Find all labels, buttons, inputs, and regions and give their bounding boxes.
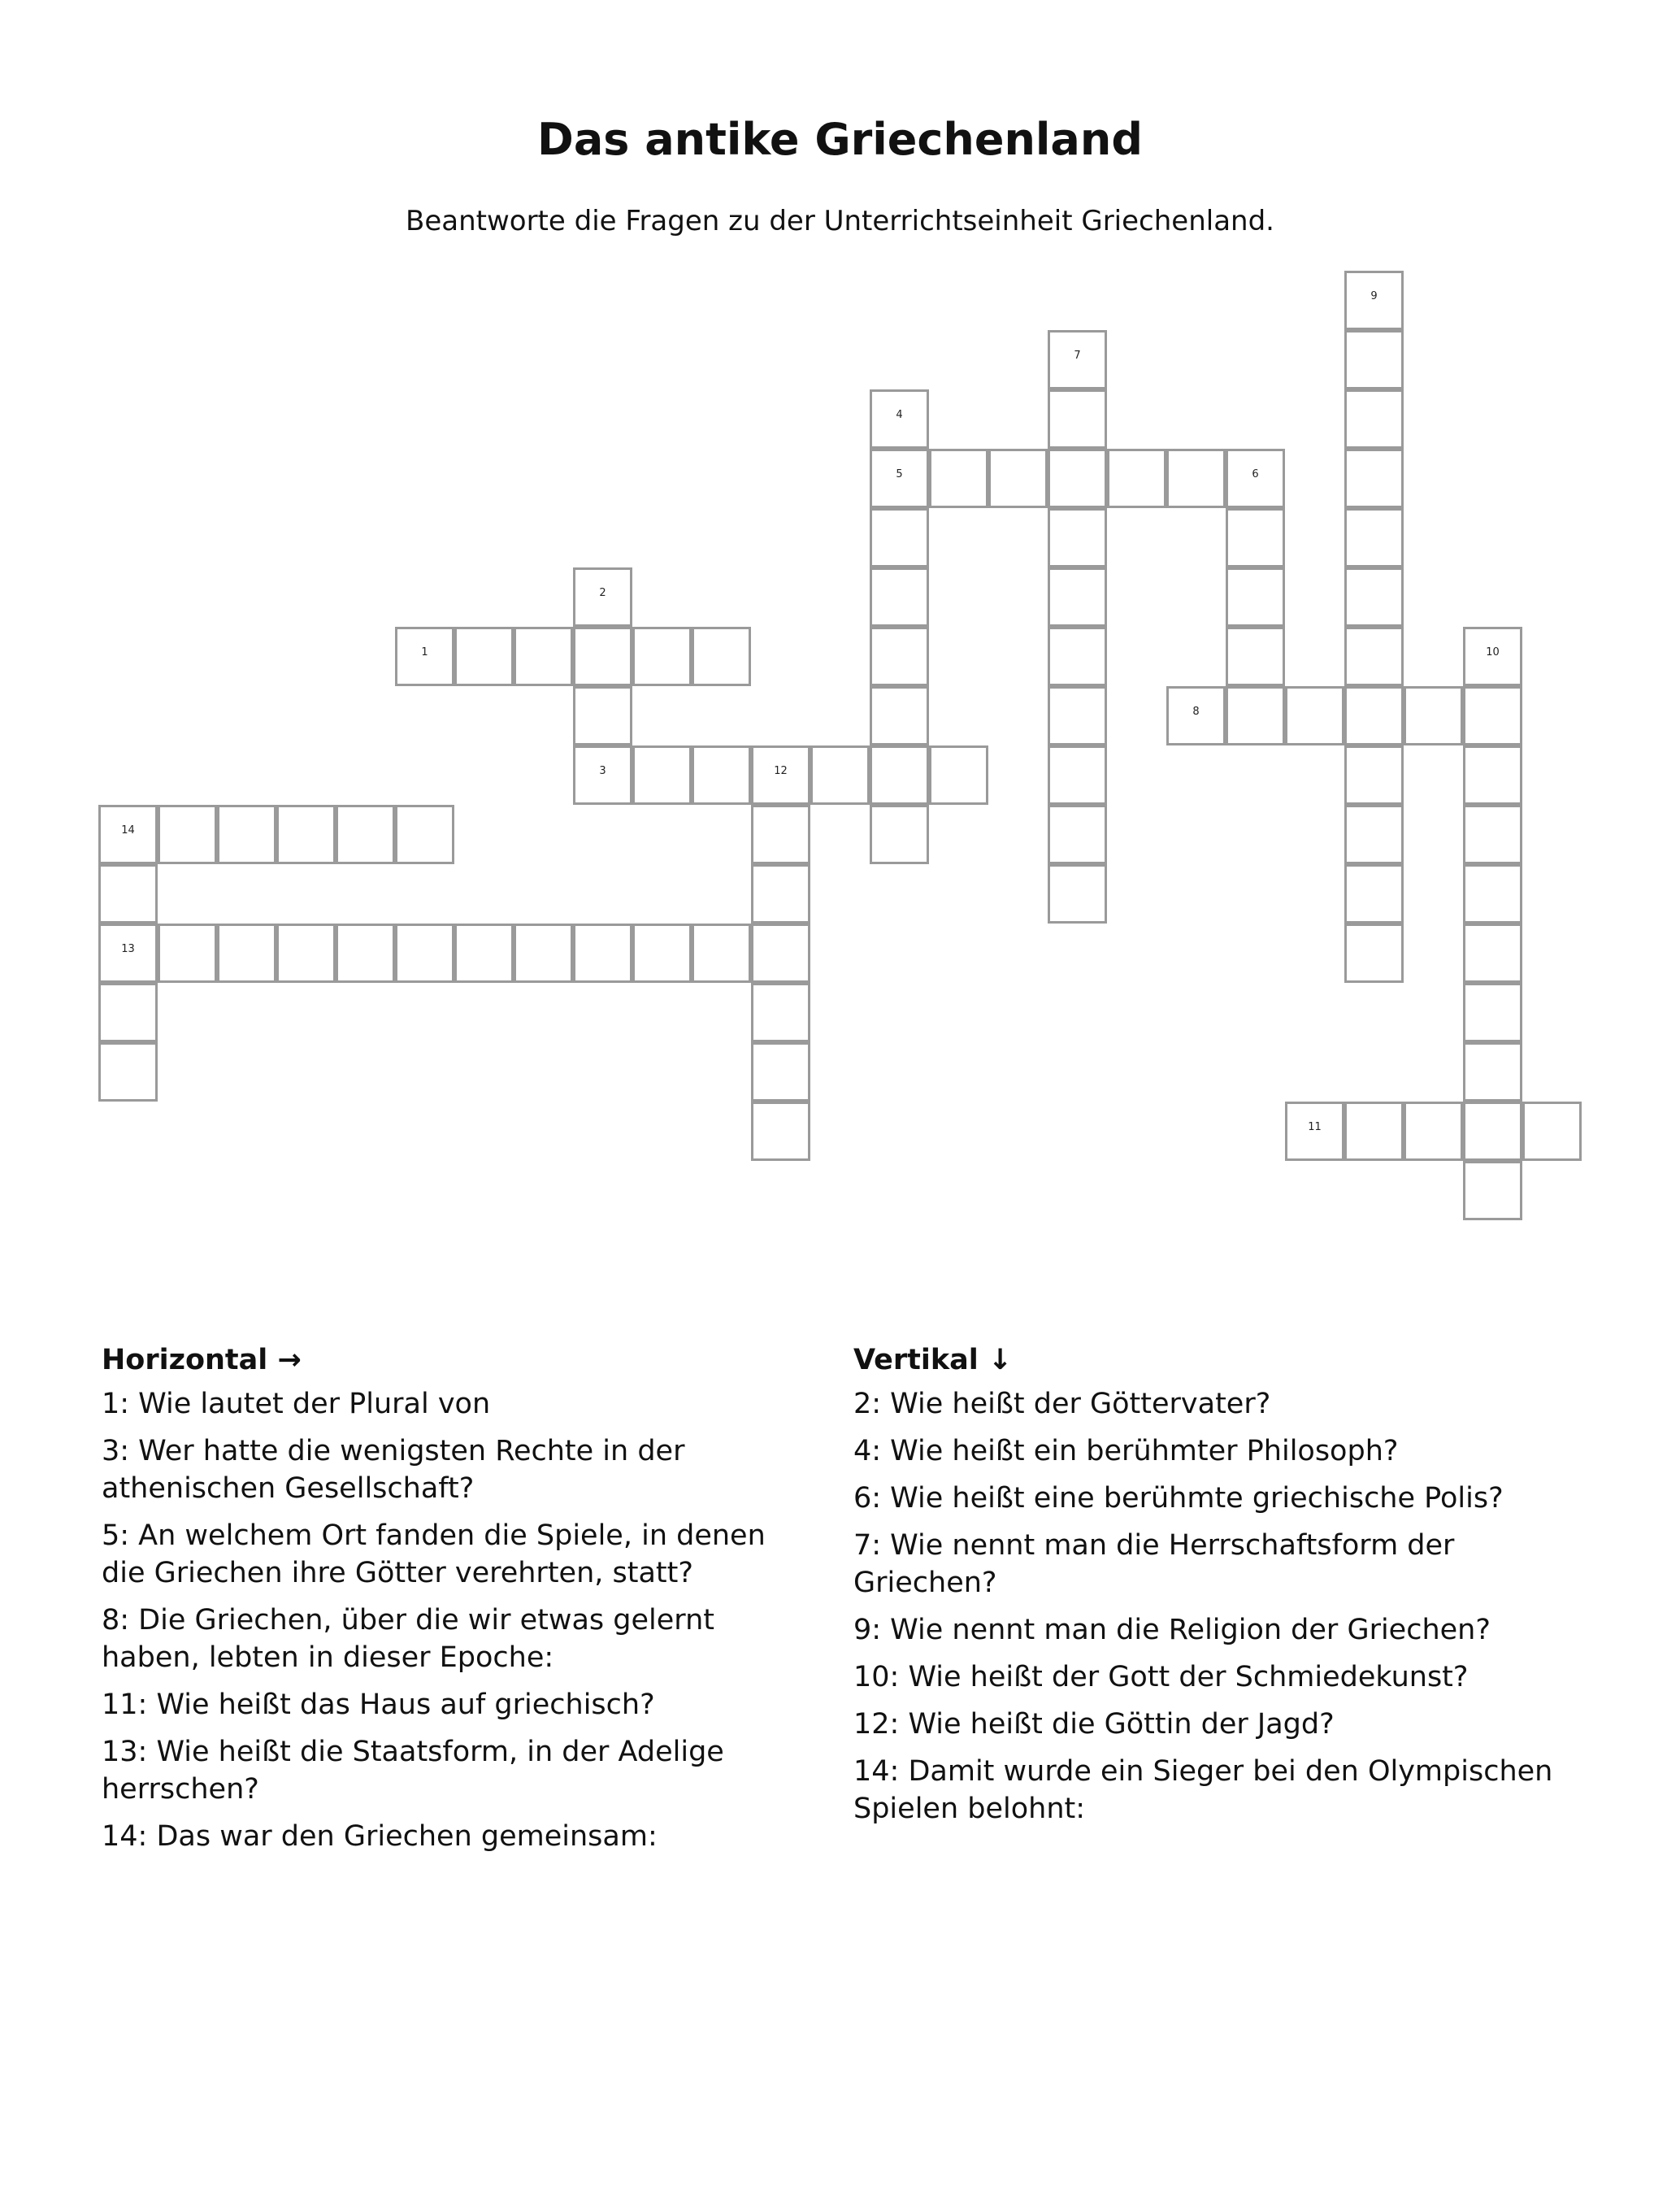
crossword-cell[interactable]: [1048, 627, 1107, 686]
clue-number: 14: [121, 824, 135, 837]
crossword-cell[interactable]: [1048, 864, 1107, 924]
crossword-cell[interactable]: [692, 924, 751, 983]
clue-number: 8: [1192, 706, 1200, 718]
crossword-cell[interactable]: [1226, 567, 1285, 627]
crossword-cell[interactable]: [929, 745, 988, 805]
crossword-cell[interactable]: [1344, 508, 1404, 567]
crossword-cell[interactable]: [692, 745, 751, 805]
crossword-cell[interactable]: [751, 1042, 810, 1102]
crossword-cell[interactable]: [1344, 805, 1404, 864]
crossword-cell[interactable]: [1048, 805, 1107, 864]
crossword-cell[interactable]: [1226, 449, 1285, 508]
crossword-cell[interactable]: [158, 924, 217, 983]
crossword-cell[interactable]: [1344, 627, 1404, 686]
crossword-cell[interactable]: [1344, 745, 1404, 805]
crossword-cell[interactable]: [1463, 805, 1522, 864]
crossword-cell[interactable]: [870, 389, 929, 449]
crossword-cell[interactable]: [1344, 567, 1404, 627]
crossword-cell[interactable]: [1344, 449, 1404, 508]
crossword-cell[interactable]: [573, 627, 632, 686]
down-clue-14: 14: Damit wurde ein Sieger bei den Olympischen Spielen belohnt:: [853, 1755, 1553, 1825]
crossword-cell[interactable]: [1107, 449, 1166, 508]
instructions: Beantworte die Fragen zu der Unterrichtseinheit Griechenland.: [406, 205, 1274, 237]
crossword-cell[interactable]: [632, 924, 692, 983]
down-clue-10: 10: Wie heißt der Gott der Schmiedekunst?: [853, 1661, 1469, 1693]
crossword-cell[interactable]: [1226, 686, 1285, 745]
crossword-cell[interactable]: [810, 745, 870, 805]
crossword-cell[interactable]: [1463, 745, 1522, 805]
crossword-cell[interactable]: [870, 627, 929, 686]
across-clue-14: 14: Das war den Griechen gemeinsam:: [102, 1820, 658, 1853]
crossword-cell[interactable]: [395, 805, 454, 864]
across-clue-11: 11: Wie heißt das Haus auf griechisch?: [102, 1689, 655, 1721]
crossword-cell[interactable]: [98, 1042, 158, 1102]
crossword-cell[interactable]: [98, 864, 158, 924]
crossword-cell[interactable]: [1344, 686, 1404, 745]
across-heading: Horizontal →: [102, 1344, 302, 1376]
crossword-cell[interactable]: [988, 449, 1048, 508]
crossword-cell[interactable]: [751, 864, 810, 924]
across-clue-1: 1: Wie lautet der Plural von: [102, 1388, 491, 1420]
down-clue-6: 6: Wie heißt eine berühmte griechische Polis?: [853, 1482, 1504, 1515]
crossword-cell[interactable]: [632, 627, 692, 686]
crossword-cell[interactable]: [158, 805, 217, 864]
crossword-cell[interactable]: [336, 805, 395, 864]
crossword-cell[interactable]: [336, 924, 395, 983]
crossword-cell[interactable]: [573, 567, 632, 627]
crossword-cell[interactable]: [870, 567, 929, 627]
crossword-cell[interactable]: [217, 805, 276, 864]
clue-number: 10: [1486, 646, 1500, 658]
crossword-cell[interactable]: [1463, 1042, 1522, 1102]
crossword-cell[interactable]: [632, 745, 692, 805]
crossword-cell[interactable]: [276, 924, 336, 983]
down-clues: [853, 1341, 1569, 1837]
crossword-cell[interactable]: [1048, 686, 1107, 745]
crossword-cell[interactable]: [573, 745, 632, 805]
crossword-cell[interactable]: [1463, 983, 1522, 1042]
crossword-cell[interactable]: [1048, 567, 1107, 627]
down-clue-7: 7: Wie nennt man die Herrschaftsform der Griechen?: [853, 1529, 1455, 1599]
down-clue-9: 9: Wie nennt man die Religion der Griechen?: [853, 1614, 1491, 1646]
crossword-cell[interactable]: [1344, 330, 1404, 389]
crossword-cell[interactable]: [1226, 627, 1285, 686]
crossword-cell[interactable]: [1048, 508, 1107, 567]
crossword-cell[interactable]: [276, 805, 336, 864]
clue-number: 12: [774, 765, 788, 777]
crossword-cell[interactable]: [1048, 389, 1107, 449]
crossword-cell[interactable]: [870, 745, 929, 805]
crossword-cell[interactable]: [98, 983, 158, 1042]
down-clue-2: 2: Wie heißt der Göttervater?: [853, 1388, 1271, 1420]
page-title: Das antike Griechenland: [537, 114, 1143, 165]
crossword-cell[interactable]: [751, 805, 810, 864]
crossword-cell[interactable]: [395, 924, 454, 983]
crossword-cell[interactable]: [870, 686, 929, 745]
crossword-cell[interactable]: [1344, 864, 1404, 924]
crossword-cell[interactable]: [1285, 686, 1344, 745]
down-clue-12: 12: Wie heißt die Göttin der Jagd?: [853, 1708, 1335, 1741]
crossword-cell[interactable]: [751, 745, 810, 805]
crossword-cell[interactable]: [98, 805, 158, 864]
crossword-cell[interactable]: [1048, 330, 1107, 389]
crossword-cell[interactable]: [1404, 686, 1463, 745]
crossword-cell[interactable]: [1463, 1102, 1522, 1161]
crossword-cell[interactable]: [1463, 627, 1522, 686]
crossword-cell[interactable]: [870, 508, 929, 567]
clue-number: 7: [1074, 350, 1081, 362]
crossword-cell[interactable]: [1463, 924, 1522, 983]
crossword-cell[interactable]: [1404, 1102, 1463, 1161]
crossword-cell[interactable]: [454, 627, 514, 686]
crossword-cell[interactable]: [751, 924, 810, 983]
down-clue-4: 4: Wie heißt ein berühmter Philosoph?: [853, 1435, 1399, 1467]
crossword-cell[interactable]: [692, 627, 751, 686]
crossword-cell[interactable]: [217, 924, 276, 983]
crossword-cell[interactable]: [514, 627, 573, 686]
crossword-cell[interactable]: [751, 1102, 810, 1161]
crossword-cell[interactable]: [1344, 924, 1404, 983]
crossword-cell[interactable]: [1344, 271, 1404, 330]
clue-number: 9: [1370, 290, 1378, 302]
crossword-cell[interactable]: [1166, 686, 1226, 745]
crossword-cell[interactable]: [514, 924, 573, 983]
across-clue-5: 5: An welchem Ort fanden die Spiele, in denen die Griechen ihre Götter verehrten, statt?: [102, 1519, 766, 1589]
down-heading: Vertikal ↓: [853, 1344, 1013, 1376]
crossword-cell[interactable]: [1285, 1102, 1344, 1161]
crossword-cell[interactable]: [751, 983, 810, 1042]
clue-number: 2: [599, 587, 606, 599]
crossword-cell[interactable]: [1344, 389, 1404, 449]
crossword-cell[interactable]: [573, 924, 632, 983]
clue-number: 4: [896, 409, 903, 421]
crossword-cell[interactable]: [454, 924, 514, 983]
crossword-cell[interactable]: [1048, 745, 1107, 805]
crossword-cell[interactable]: [1522, 1102, 1582, 1161]
clue-number: 3: [599, 765, 606, 777]
crossword-cell[interactable]: [1226, 508, 1285, 567]
across-clues: [102, 1341, 817, 1865]
crossword-cell[interactable]: [870, 449, 929, 508]
crossword-cell[interactable]: [1166, 449, 1226, 508]
crossword-cell[interactable]: [573, 686, 632, 745]
crossword-cell[interactable]: [395, 627, 454, 686]
clue-number: 5: [896, 468, 903, 480]
across-clue-13: 13: Wie heißt die Staatsform, in der Adelige herrschen?: [102, 1736, 724, 1806]
across-clue-3: 3: Wer hatte die wenigsten Rechte in der athenischen Gesellschaft?: [102, 1435, 685, 1505]
crossword-cell[interactable]: [1463, 864, 1522, 924]
crossword-cell[interactable]: [1344, 1102, 1404, 1161]
crossword-cell[interactable]: [98, 924, 158, 983]
clue-number: 11: [1308, 1121, 1322, 1133]
crossword-cell[interactable]: [1463, 686, 1522, 745]
crossword-cell[interactable]: [1463, 1161, 1522, 1220]
crossword-cell[interactable]: [929, 449, 988, 508]
clue-number: 13: [121, 943, 135, 955]
clue-number: 1: [421, 646, 428, 658]
across-clue-8: 8: Die Griechen, über die wir etwas gelernt haben, lebten in dieser Epoche:: [102, 1604, 714, 1674]
crossword-cell[interactable]: [870, 805, 929, 864]
crossword-cell[interactable]: [1048, 449, 1107, 508]
clue-number: 6: [1252, 468, 1259, 480]
